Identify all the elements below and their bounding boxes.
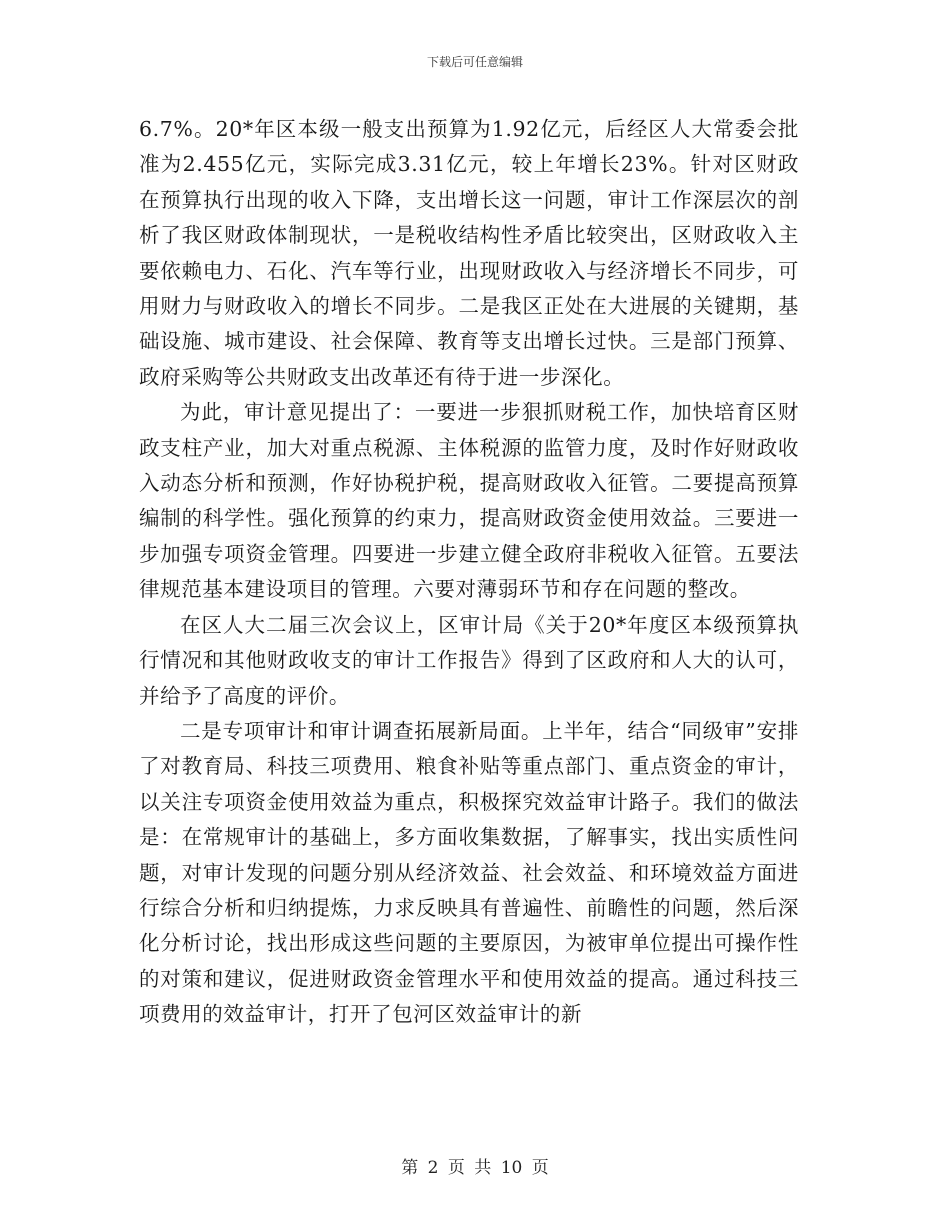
paragraph-4: 二是专项审计和审计调查拓展新局面。上半年，结合“同级审”安排了对教育局、科技三项费用、粮食补贴等重点部门、重点资金的审计，以关注专项资金使用效益为重点，积极探究效益审计路子。我们的做法是：在常规审计的基础上，多方面收集数据，了解事实，找出实质性问题，对审计发现的问题分别从经济效益、社会效益、和环境效益方面进行综合分析和归纳提炼，力求反映具有普遍性、前瞻性的问题，然后深化分析讨论，找出形成这些问题的主要原因，为被审单位提出可操作性的对策和建议，促进财政资金管理水平和使用效益的提高。通过科技三项费用的效益审计，打开了包河区效益审计的新	[139, 718, 799, 1027]
paragraph-3: 在区人大二届三次会议上，区审计局《关于20*年度区本级预算执行情况和其他财政收支的审计工作报告》得到了区政府和人大的认可，并给予了高度的评价。	[139, 612, 799, 708]
page-footer: 第 2 页 共 10 页	[401, 1158, 549, 1178]
header-note: 下载后可任意编辑	[426, 55, 523, 69]
document-body	[139, 112, 799, 1033]
paragraph-1: 6.7%。20*年区本级一般支出预算为1.92亿元，后经区人大常委会批准为2.455亿元，实际完成3.31亿元，较上年增长23%。针对区财政在预算执行出现的收入下降，支出增长这一问题，审计工作深层次的剖析了我区财政体制现状，一是税收结构性矛盾比较突出，区财政收入主要依赖电力、石化、汽车等行业，出现财政收入与经济增长不同步，可用财力与财政收入的增长不同步。二是我区正处在大进展的关键期，基础设施、城市建设、社会保障、教育等支出增长过快。三是部门预算、政府采购等公共财政支出改革还有待于进一步深化。	[139, 117, 799, 389]
paragraph-2: 为此，审计意见提出了：一要进一步狠抓财税工作，加快培育区财政支柱产业，加大对重点税源、主体税源的监管力度，及时作好财政收入动态分析和预测，作好协税护税，提高财政收入征管。二要提高预算编制的科学性。强化预算的约束力，提高财政资金使用效益。三要进一步加强专项资金管理。四要进一步建立健全政府非税收入征管。五要法律规范基本建设项目的管理。六要对薄弱环节和存在问题的整改。	[139, 400, 799, 602]
